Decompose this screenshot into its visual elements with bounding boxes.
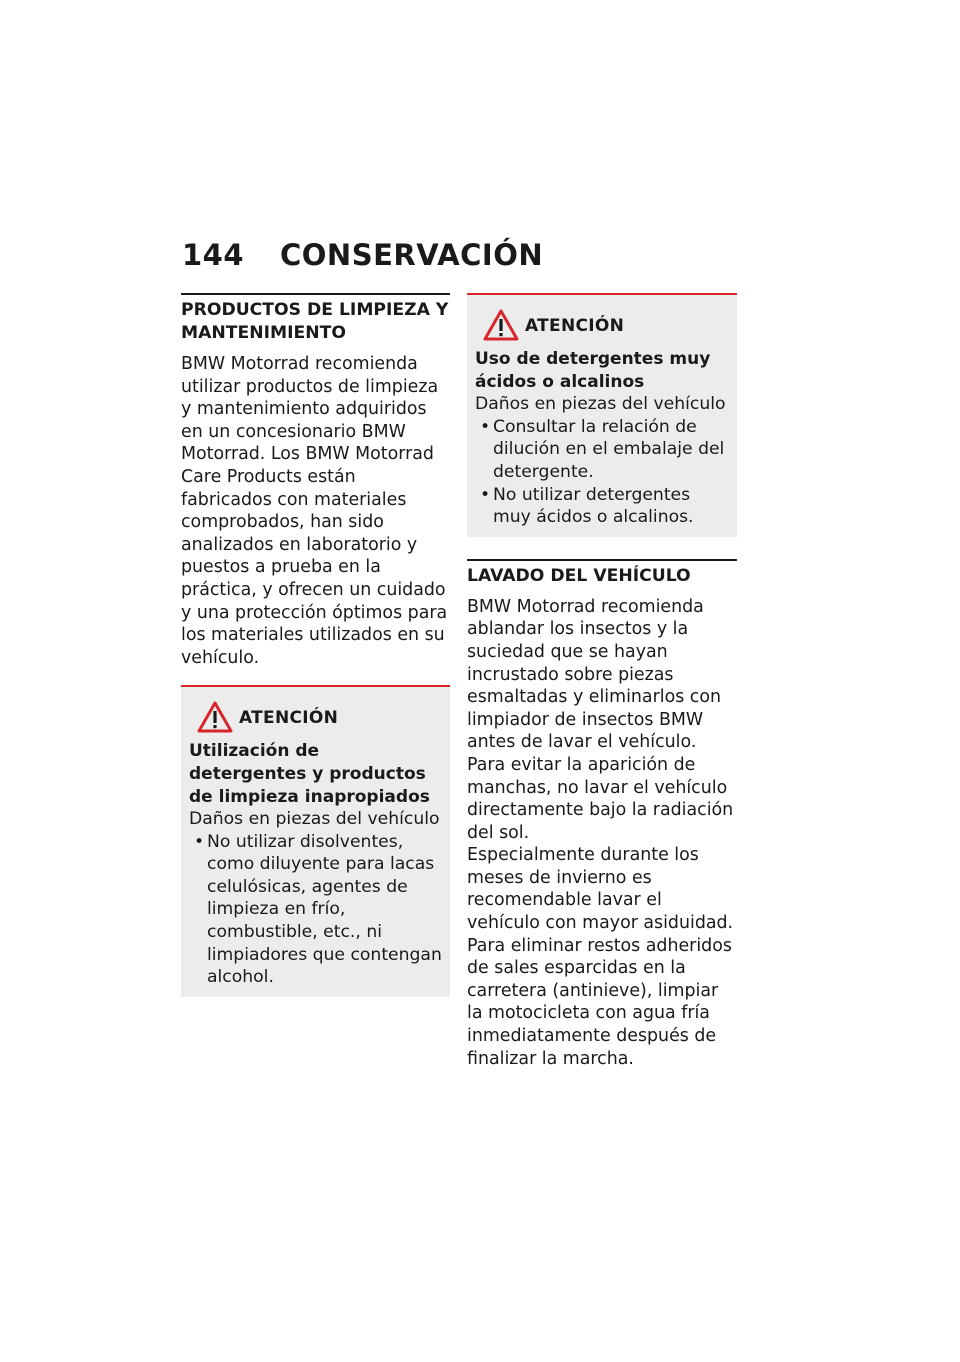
warning-title: Utilización de detergentes y productos de limpieza inapropiados: [189, 741, 430, 807]
warning-triangle-icon: [483, 309, 519, 342]
cleaning-products-paragraph: BMW Motorrad recomienda utilizar productos de limpieza y mantenimiento adquiridos en un concesionario BMW Motorrad. Los BMW Motorrad Care Products están fabricados con materiales comprobados, han sido analizados en laboratorio y puestos a prueba en la práctica, y ofrecen un cuidado y una protección óptimos para los materiales utilizados en su vehículo.: [181, 354, 448, 668]
right-column: [467, 293, 737, 1070]
warning-consequence: Daños en piezas del vehículo: [189, 809, 440, 830]
section-title-cleaning-products: PRODUCTOS DE LIMPIEZA Y MANTENIMIENTO: [181, 293, 450, 345]
warning-label: ATENCIÓN: [239, 707, 339, 728]
left-column: [181, 293, 450, 997]
warning-bullet: • No utilizar detergentes muy ácidos o alcalinos.: [480, 484, 694, 528]
page-number: 144: [182, 238, 245, 272]
washing-text: [467, 596, 737, 1070]
page-header: [182, 238, 543, 272]
warning-box-inappropriate-products: [181, 685, 450, 997]
warning-label: ATENCIÓN: [525, 315, 625, 336]
warning-bullet: • Consultar la relación de dilución en el embalaje del detergente.: [480, 416, 725, 482]
washing-paragraph: BMW Motorrad recomienda ablandar los insectos y la suciedad que se hayan incrustado sobre piezas esmaltadas y eliminarlos con limpiador de insectos BMW antes de lavar el vehículo.: [467, 596, 722, 753]
warning-bullet: • No utilizar disolventes, como diluyente para lacas celulósicas, agentes de limpieza en frío, combustible, etc., ni limpiadores que contengan alcohol.: [194, 831, 442, 988]
washing-paragraph: Para evitar la aparición de manchas, no lavar el vehículo directamente bajo la radiación del sol.: [467, 754, 734, 843]
section-title-washing: LAVADO DEL VEHÍCULO: [467, 559, 737, 588]
washing-paragraph: Para eliminar restos adheridos de sales esparcidas en la carretera (antinieve), limpiar la motocicleta con agua fría inmediatamente después de finalizar la marcha.: [467, 935, 732, 1069]
warning-bullet-list: [189, 831, 442, 989]
chapter-title: CONSERVACIÓN: [280, 238, 544, 272]
warning-consequence: Daños en piezas del vehículo: [475, 394, 726, 415]
warning-box-acid-alkaline: [467, 293, 737, 537]
warning-bullet-list: [475, 416, 729, 529]
warning-header: [189, 701, 442, 734]
washing-paragraph: Especialmente durante los meses de invierno es recomendable lavar el vehículo con mayor asiduidad.: [467, 845, 734, 934]
warning-title: Uso de detergentes muy ácidos o alcalinos: [475, 349, 711, 392]
warning-header: [475, 309, 729, 342]
warning-triangle-icon: [197, 701, 233, 734]
